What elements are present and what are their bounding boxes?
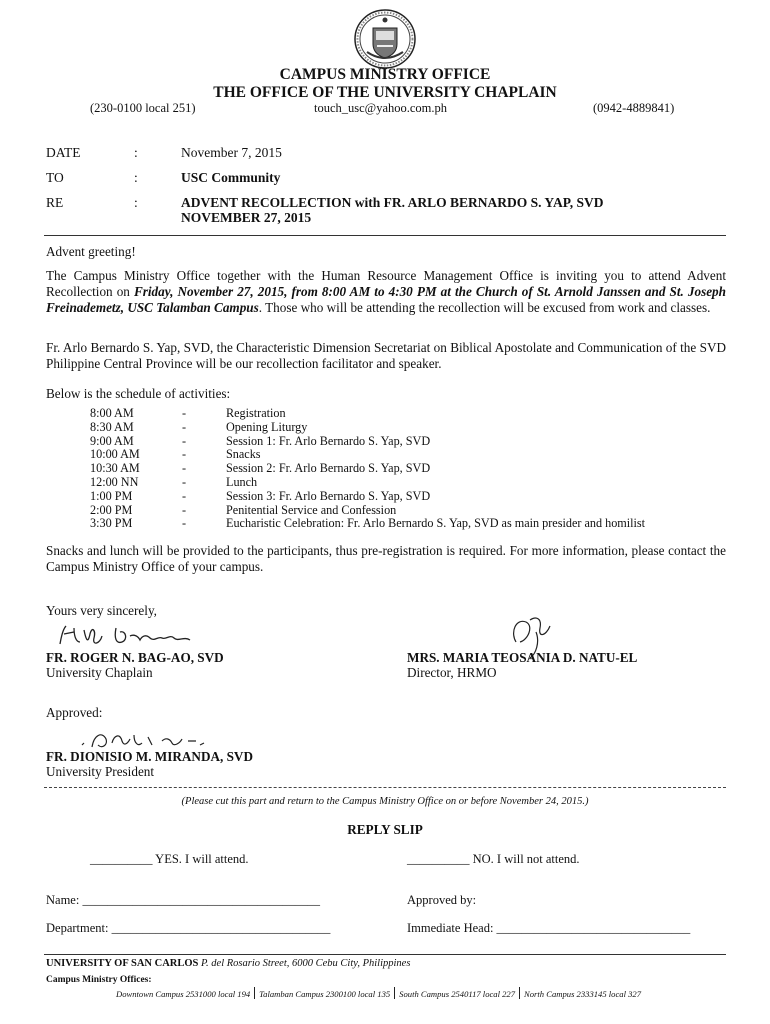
paragraph-speaker: Fr. Arlo Bernardo S. Yap, SVD, the Characteristic Dimension Secretariat on Biblical Apostolate and Communication of the SVD Philippine Central Province will be our recollection facilitator and speaker. <box>46 340 726 371</box>
email-address[interactable]: touch_usc@yahoo.com.ph <box>314 101 448 115</box>
office-north: North Campus 2333145 local 327 <box>524 989 642 999</box>
office-downtown: Downtown Campus 2531000 local 194 <box>116 989 251 999</box>
event-details: Friday, November 27, 2015, from 8:00 AM to 4:30 PM at the Church of St. Arnold Janssen and St. Joseph Freinademetz, USC Talamban Campus <box>46 284 726 315</box>
schedule-time: 12:00 NN <box>90 474 139 489</box>
colon: : <box>134 195 138 210</box>
schedule-time: 10:00 AM <box>90 447 140 462</box>
attend-no-option[interactable]: __________ NO. I will not attend. <box>407 852 580 866</box>
name-field[interactable]: Name: ______________________________________ <box>46 893 320 907</box>
cut-note: (Please cut this part and return to the Campus Ministry Office on or before November 24, 2015.) <box>181 796 589 807</box>
paragraph-invitation <box>46 268 726 316</box>
schedule-dash: - <box>182 406 187 420</box>
schedule-dash: - <box>182 447 187 462</box>
cut-line <box>44 787 726 788</box>
separator <box>519 987 520 999</box>
hrmo-name: MRS. MARIA TEOSANIA D. NATU-EL <box>407 650 638 665</box>
university-seal-icon <box>353 8 417 70</box>
schedule-activity: Registration <box>226 406 286 420</box>
schedule-activity: Lunch <box>226 474 258 489</box>
colon: : <box>134 145 138 160</box>
schedule-dash: - <box>182 516 187 531</box>
schedule-activity: Session 3: Fr. Arlo Bernardo S. Yap, SVD <box>226 488 431 503</box>
campus-offices <box>116 987 641 999</box>
footer-divider <box>44 954 726 955</box>
university-name: UNIVERSITY OF SAN CARLOS <box>46 958 199 969</box>
date-label: DATE <box>46 145 81 160</box>
to-label: TO <box>46 170 64 185</box>
schedule-dash: - <box>182 419 187 434</box>
paragraph-registration: Snacks and lunch will be provided to the participants, thus pre-registration is required. For more information, please contact the Campus Ministry Office of your campus. <box>46 543 726 574</box>
greeting: Advent greeting! <box>46 244 136 259</box>
schedule-dash: - <box>182 474 187 489</box>
schedule-time: 1:00 PM <box>90 488 133 503</box>
attend-yes-option[interactable]: __________ YES. I will attend. <box>90 852 249 866</box>
office-title: CAMPUS MINISTRY OFFICE <box>279 66 491 83</box>
header-divider <box>44 235 726 236</box>
closing: Yours very sincerely, <box>46 603 157 618</box>
re-subject <box>181 195 741 225</box>
office-talamban: Talamban Campus 2300100 local 135 <box>259 989 391 999</box>
colon: : <box>134 170 138 185</box>
immediate-head-field[interactable]: Immediate Head: _______________________________ <box>407 921 691 935</box>
invitation-text-end: . Those who will be attending the recollection will be excused from work and classes. <box>258 300 711 315</box>
hrmo-title: Director, HRMO <box>407 665 497 680</box>
president-name: FR. DIONISIO M. MIRANDA, SVD <box>46 749 253 764</box>
schedule-dash: - <box>182 502 187 517</box>
separator <box>254 987 255 999</box>
schedule-time: 3:30 PM <box>90 516 133 531</box>
offices-label: Campus Ministry Offices: <box>46 975 152 985</box>
schedule-activity: Session 2: Fr. Arlo Bernardo S. Yap, SVD <box>226 461 431 476</box>
separator <box>394 987 395 999</box>
schedule-time: 9:00 AM <box>90 433 134 448</box>
reply-slip-title: REPLY SLIP <box>347 822 423 837</box>
schedule-activity: Eucharistic Celebration: Fr. Arlo Bernardo S. Yap, SVD as main presider and homilist <box>226 516 646 531</box>
schedule-activity: Snacks <box>226 447 261 462</box>
schedule-time: 8:30 AM <box>90 419 134 434</box>
schedule-time: 10:30 AM <box>90 461 140 476</box>
schedule-time: 2:00 PM <box>90 502 133 517</box>
mobile-number: (0942-4889841) <box>593 101 675 115</box>
to-value: USC Community <box>181 170 281 185</box>
schedule-activity: Opening Liturgy <box>226 419 308 434</box>
chaplain-name: FR. ROGER N. BAG-AO, SVD <box>46 650 224 665</box>
schedule-time: 8:00 AM <box>90 406 134 420</box>
schedule-activity: Penitential Service and Confession <box>226 502 397 517</box>
footer-university <box>46 958 410 969</box>
schedule-dash: - <box>182 433 187 448</box>
re-line-1: ADVENT RECOLLECTION with FR. ARLO BERNARDO S. YAP, SVD <box>181 195 604 210</box>
department-field[interactable]: Department: ___________________________________ <box>46 921 331 935</box>
office-subtitle: THE OFFICE OF THE UNIVERSITY CHAPLAIN <box>213 84 557 101</box>
chaplain-title: University Chaplain <box>46 665 153 680</box>
phone-number: (230-0100 local 251) <box>90 101 196 115</box>
schedule-activity: Session 1: Fr. Arlo Bernardo S. Yap, SVD <box>226 433 431 448</box>
university-address: P. del Rosario Street, 6000 Cebu City, Philippines <box>201 958 411 969</box>
schedule-dash: - <box>182 461 187 476</box>
schedule-dash: - <box>182 488 187 503</box>
office-south: South Campus 2540117 local 227 <box>399 989 516 999</box>
schedule-intro: Below is the schedule of activities: <box>46 386 231 401</box>
date-value: November 7, 2015 <box>181 145 282 160</box>
president-title: University President <box>46 764 155 779</box>
approved-label: Approved: <box>46 705 103 720</box>
approved-by-label: Approved by: <box>407 893 477 907</box>
re-label: RE <box>46 195 64 210</box>
re-line-2: NOVEMBER 27, 2015 <box>181 210 312 225</box>
invitation-text: The Campus Ministry Office together with the Human Resource Management Office is inviting you to attend Advent Recollection on <box>46 268 726 299</box>
